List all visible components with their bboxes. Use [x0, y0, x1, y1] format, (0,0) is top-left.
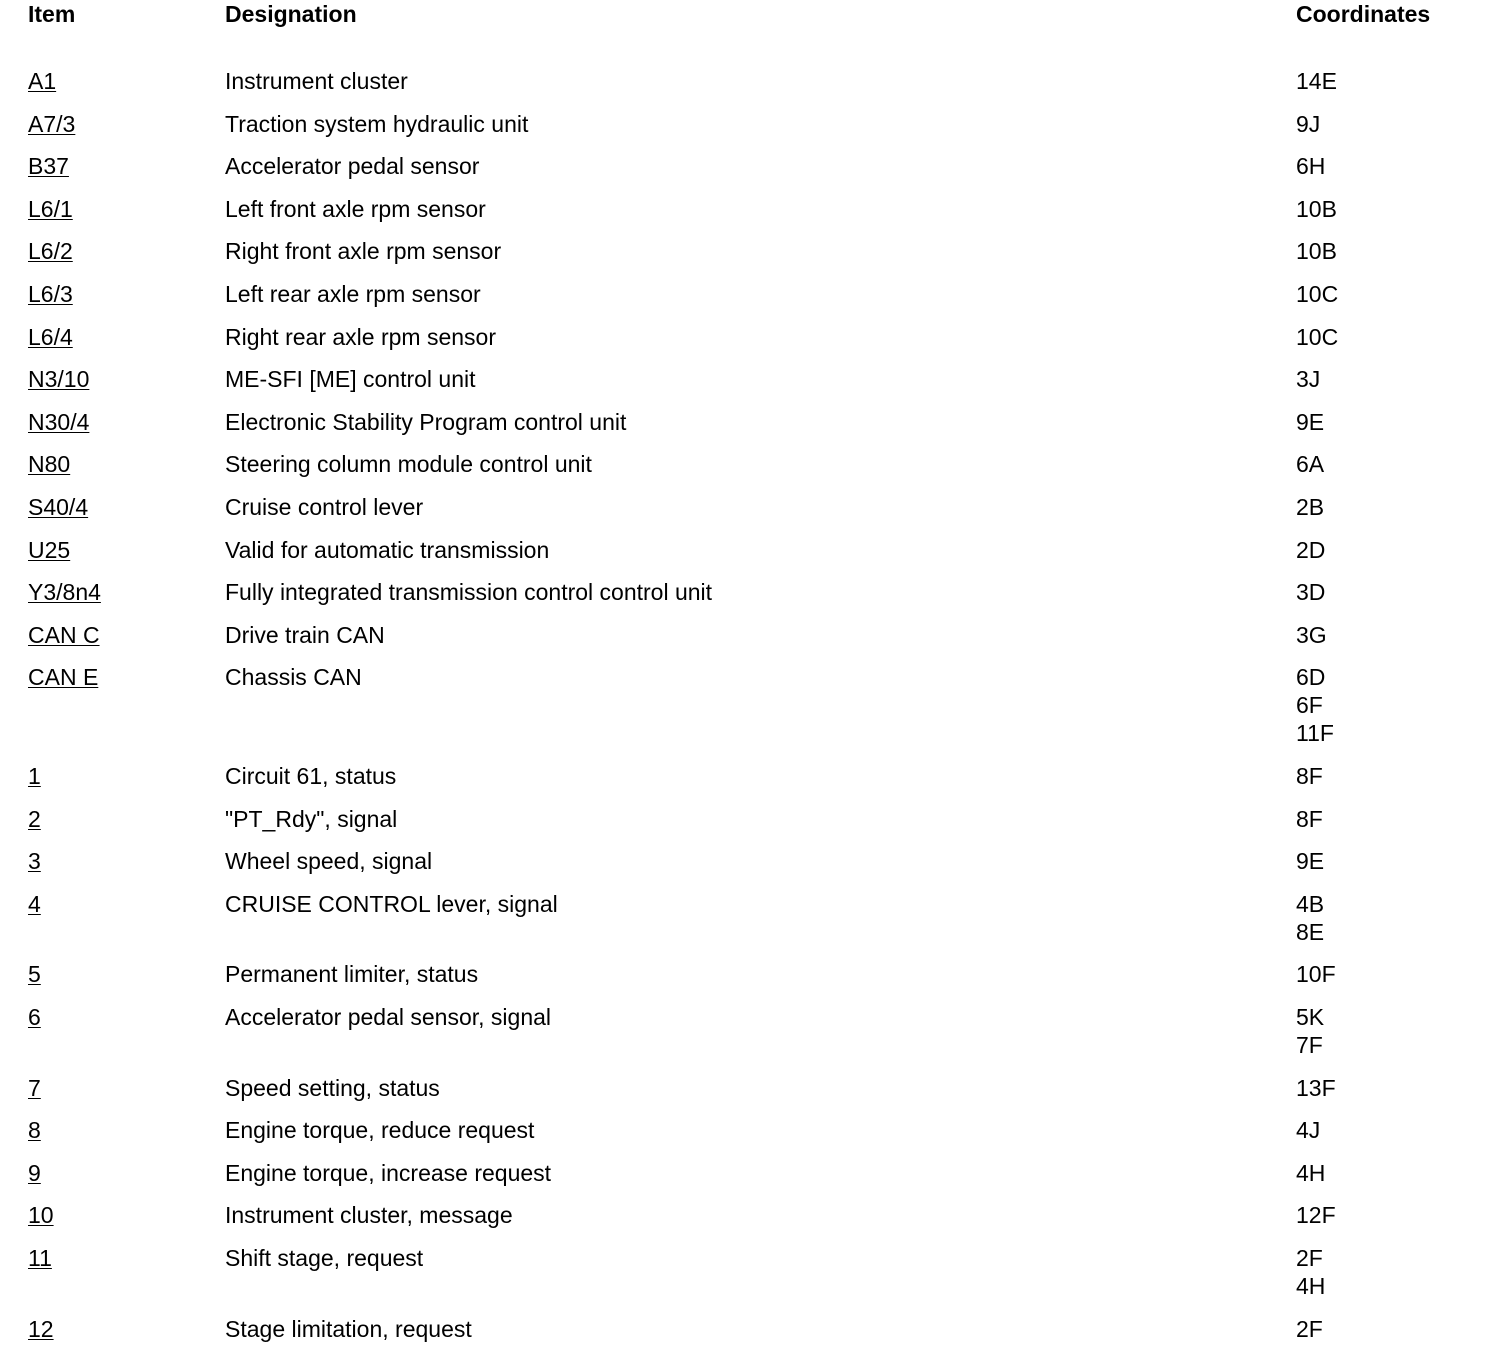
coordinates-cell: [1296, 1116, 1320, 1144]
coordinates-cell: [1296, 1003, 1324, 1059]
designation-text: Fully integrated transmission control control unit: [225, 579, 713, 606]
item-link[interactable]: A7/3: [28, 110, 76, 137]
coordinate-value: 3D: [1296, 579, 1326, 606]
designation-text: Engine torque, increase request: [225, 1159, 552, 1186]
item-link[interactable]: L6/4: [28, 323, 73, 350]
item-link[interactable]: L6/1: [28, 195, 73, 222]
item-link[interactable]: 10: [28, 1202, 54, 1229]
coordinate-value: 4B: [1296, 890, 1325, 917]
designation-text: ME-SFI [ME] control unit: [225, 366, 476, 393]
coordinates-cell: [1296, 493, 1324, 521]
item-link[interactable]: 4: [28, 890, 41, 917]
coordinates-cell: [1296, 805, 1323, 833]
designation-text: Accelerator pedal sensor: [225, 153, 480, 180]
item-link[interactable]: S40/4: [28, 494, 89, 520]
coordinate-value: 10C: [1296, 281, 1339, 307]
coordinates-cell: [1296, 152, 1325, 180]
coordinate-value: 4J: [1296, 1117, 1321, 1144]
coordinate-value: 9E: [1296, 408, 1325, 435]
item-link[interactable]: N80: [28, 451, 71, 478]
coordinate-value: 9J: [1296, 110, 1321, 137]
item-link[interactable]: 6: [28, 1004, 41, 1030]
coordinates-cell: [1296, 536, 1325, 564]
designation-text: Traction system hydraulic unit: [225, 110, 529, 137]
coordinates-cell: [1296, 408, 1324, 436]
coordinate-value: 10B: [1296, 238, 1337, 265]
coordinates-cell: [1296, 621, 1327, 649]
coordinate-value: 8F: [1296, 805, 1323, 832]
designation-text: Shift stage, request: [225, 1245, 424, 1271]
coordinate-value: 7F: [1296, 1032, 1323, 1058]
coordinates-cell: [1296, 960, 1336, 988]
item-link[interactable]: CAN E: [28, 664, 99, 691]
coordinates-cell: [1296, 67, 1337, 95]
coordinates-cell: [1296, 450, 1324, 478]
coordinate-value: 9E: [1296, 848, 1325, 875]
coordinates-cell: [1296, 762, 1323, 790]
designation-text: Accelerator pedal sensor, signal: [225, 1004, 552, 1030]
coordinates-cell: [1296, 280, 1338, 308]
designation-text: Left front axle rpm sensor: [225, 195, 486, 222]
designation-text: Instrument cluster: [225, 68, 408, 94]
coordinate-value: 2F: [1296, 1245, 1323, 1271]
coordinate-value: 8F: [1296, 763, 1323, 789]
item-link[interactable]: 9: [28, 1159, 41, 1186]
coordinates-cell: [1296, 323, 1338, 351]
coordinate-value: 8E: [1296, 918, 1325, 945]
coordinate-value: 10B: [1296, 195, 1337, 222]
coordinate-value: 2D: [1296, 536, 1326, 563]
item-link[interactable]: U25: [28, 536, 71, 563]
coordinates-cell: [1296, 1244, 1325, 1300]
item-link[interactable]: 11: [28, 1245, 52, 1271]
header-designation: Designation: [225, 1, 357, 27]
item-link[interactable]: 3: [28, 848, 41, 875]
designation-text: Cruise control lever: [225, 494, 424, 520]
designation-text: Electronic Stability Program control unit: [225, 408, 627, 435]
coordinates-cell: [1296, 1074, 1336, 1102]
coordinate-value: 6A: [1296, 451, 1325, 478]
coordinates-cell: [1296, 195, 1337, 223]
coordinate-value: 5K: [1296, 1004, 1325, 1030]
designation-text: Speed setting, status: [225, 1074, 440, 1101]
coordinates-cell: [1296, 110, 1320, 138]
coordinates-cell: [1296, 365, 1320, 393]
designation-text: CRUISE CONTROL lever, signal: [225, 890, 558, 917]
designation-text: Steering column module control unit: [225, 451, 592, 478]
designation-text: Chassis CAN: [225, 664, 362, 691]
coordinates-cell: [1296, 847, 1324, 875]
coordinates-cell: [1296, 663, 1334, 747]
designation-text: Right rear axle rpm sensor: [225, 323, 496, 350]
designation-text: Drive train CAN: [225, 621, 385, 648]
designation-text: Permanent limiter, status: [225, 961, 479, 988]
coordinate-value: 2F: [1296, 1315, 1323, 1342]
coordinates-cell: [1296, 237, 1337, 265]
designation-text: "PT_Rdy", signal: [225, 805, 398, 832]
coordinates-cell: [1296, 578, 1325, 606]
coordinate-value: 12F: [1296, 1202, 1336, 1229]
coordinate-value: 3J: [1296, 366, 1321, 393]
item-link[interactable]: N30/4: [28, 408, 90, 435]
item-link[interactable]: 8: [28, 1117, 41, 1144]
item-link[interactable]: N3/10: [28, 366, 90, 393]
header-item: Item: [28, 1, 76, 27]
item-link[interactable]: Y3/8n4: [28, 579, 101, 606]
coordinates-cell: [1296, 890, 1324, 946]
item-link[interactable]: 12: [28, 1315, 54, 1342]
coordinate-value: 10C: [1296, 323, 1339, 350]
table-header: [0, 0, 1504, 64]
coordinate-value: 11F: [1296, 720, 1334, 747]
item-link[interactable]: L6/3: [28, 281, 73, 307]
coordinate-value: 13F: [1296, 1074, 1336, 1101]
item-link[interactable]: 1: [28, 763, 41, 789]
coordinate-value: 2B: [1296, 494, 1325, 520]
coordinate-value: 3G: [1296, 621, 1327, 648]
header-coordinates: Coordinates: [1296, 1, 1431, 27]
designation-text: Engine torque, reduce request: [225, 1117, 535, 1144]
designation-text: Valid for automatic transmission: [225, 536, 550, 563]
designation-text: Instrument cluster, message: [225, 1202, 513, 1229]
coordinate-value: 6H: [1296, 153, 1326, 180]
item-link[interactable]: 5: [28, 961, 41, 988]
coordinate-value: 6F: [1296, 692, 1323, 719]
item-link[interactable]: L6/2: [28, 238, 73, 265]
designation-text: Circuit 61, status: [225, 763, 397, 789]
coordinates-cell: [1296, 1201, 1336, 1229]
coordinate-value: 10F: [1296, 961, 1336, 988]
coordinates-cell: [1296, 1159, 1325, 1187]
coordinate-value: 4H: [1296, 1159, 1326, 1186]
designation-text: Right front axle rpm sensor: [225, 238, 502, 265]
item-link[interactable]: 2: [28, 805, 41, 832]
item-link[interactable]: A1: [28, 68, 57, 94]
coordinate-value: 14E: [1296, 68, 1337, 94]
coordinates-cell: [1296, 1315, 1323, 1343]
coordinate-value: 6D: [1296, 664, 1326, 691]
designation-text: Stage limitation, request: [225, 1315, 472, 1342]
designation-text: Wheel speed, signal: [225, 848, 433, 875]
item-link[interactable]: 7: [28, 1074, 41, 1101]
designation-text: Left rear axle rpm sensor: [225, 281, 481, 307]
item-link[interactable]: B37: [28, 153, 69, 180]
item-link[interactable]: CAN C: [28, 621, 100, 648]
coordinate-value: 4H: [1296, 1273, 1326, 1299]
